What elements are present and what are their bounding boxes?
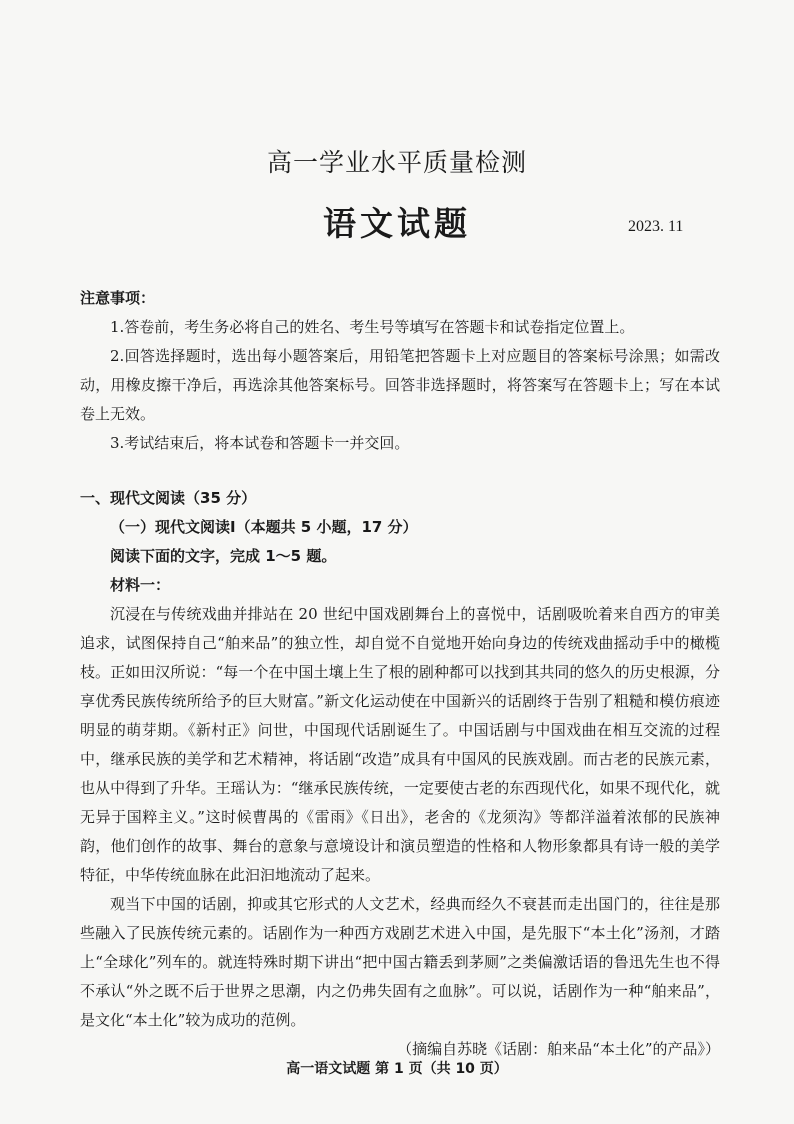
page-footer: 高一语文试题 第 1 页（共 10 页）	[286, 1061, 508, 1077]
material-source: （摘编自苏晓《话剧：舶来品“本土化”的产品》）	[397, 1040, 720, 1058]
sub-section-heading: （一）现代文阅读Ⅰ（本题共 5 小题，17 分）	[110, 518, 418, 536]
notice-item-3: 3.考试结束后，将本试卷和答题卡一并交回。	[110, 434, 410, 452]
reading-instruction: 阅读下面的文字，完成 1～5 题。	[110, 547, 337, 565]
notice-item-1: 1.答卷前，考生务必将自己的姓名、考生号等填写在答题卡和试卷指定位置上。	[110, 318, 635, 336]
exam-title: 高一学业水平质量检测	[266, 148, 527, 177]
exam-date: 2023. 11	[628, 218, 684, 235]
notice-section	[80, 284, 720, 458]
material-paragraph-2: 观当下中国的话剧，抑或其它形式的人文艺术，经典而经久不衰甚而走出国门的，往往是那些融入了民族传统元素的。话剧作为一种西方戏剧艺术进入中国，是先服下“本土化”汤剂，才踏上“全球化”列车的。就连特殊时期下讲出“把中国古籍丢到茅厕”之类偏激话语的鲁迅先生也不得不承认“外之既不后于世界之思潮，内之仍弗失固有之血脉”。可以说，话剧作为一种“舶来品”，是文化“本土化”较为成功的范例。	[80, 895, 720, 1029]
subject-title: 语文试题	[323, 204, 471, 243]
notice-item-2: 2.回答选择题时，选出每小题答案后，用铅笔把答题卡上对应题目的答案标号涂黑；如需改动，用橡皮擦干净后，再选涂其他答案标号。回答非选择题时，将答案写在答题卡上；写在本试卷上无效。	[80, 347, 720, 423]
material-paragraph-1: 沉浸在与传统戏曲并排站在 20 世纪中国戏剧舞台上的喜悦中，话剧吸吮着来自西方的审美追求，试图保持自己“舶来品”的独立性，却自觉不自觉地开始向身边的传统戏曲摇动手中的橄榄枝。正如田汉所说：“每一个在中国土壤上生了根的剧种都可以找到其共同的悠久的历史根源，分享优秀民族传统所给予的巨大财富。”新文化运动使在中国新兴的话剧终于告别了粗糙和模仿痕迹明显的萌芽期。《新村正》问世，中国现代话剧诞生了。中国话剧与中国戏曲在相互交流的过程中，继承民族的美学和艺术精神，将话剧“改造”成具有中国风的民族戏剧。而古老的民族元素，也从中得到了升华。王瑶认为：“继承民族传统，一定要使古老的东西现代化，如果不现代化，就无异于国粹主义。”这时候曹禺的《雷雨》《日出》，老舍的《龙须沟》等都洋溢着浓郁的民族神韵，他们创作的故事、舞台的意象与意境设计和演员塑造的性格和人物形象都具有诗一般的美学特征，中华传统血脉在此汩汩地流动了起来。	[80, 605, 720, 884]
material-label: 材料一：	[110, 576, 171, 594]
notice-heading: 注意事项：	[80, 289, 156, 307]
section-heading: 一、现代文阅读（35 分）	[80, 489, 257, 507]
reading-section	[80, 484, 720, 1064]
